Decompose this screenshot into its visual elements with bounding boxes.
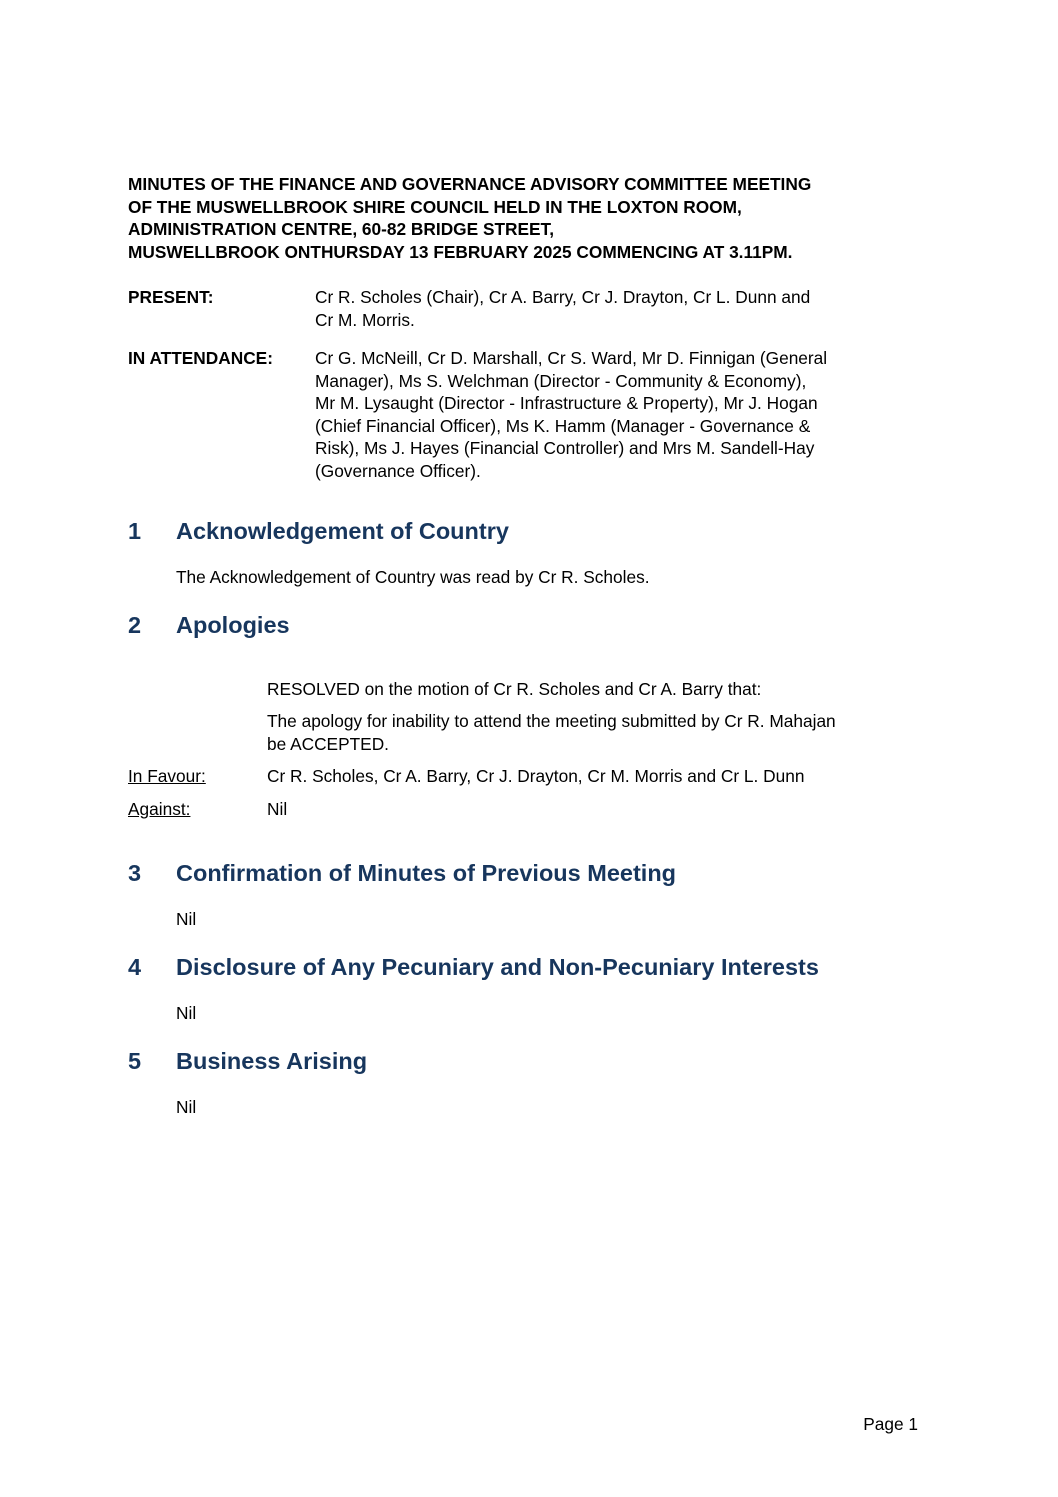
title-line: MUSWELLBROOK ONTHURSDAY 13 FEBRUARY 2025 COMMENCING AT 3.11PM. xyxy=(128,241,793,262)
section-heading xyxy=(128,952,819,982)
page-title xyxy=(128,173,928,263)
motion-line: The apology for inability to attend the meeting submitted by Cr R. Mahajan xyxy=(267,711,836,731)
section-number: 1 xyxy=(128,518,142,544)
section-title: Business Arising xyxy=(176,1048,368,1074)
title-line: ADMINISTRATION CENTRE, 60-82 BRIDGE STREET, xyxy=(128,219,554,239)
present-line: Cr R. Scholes (Chair), Cr A. Barry, Cr J. Drayton, Cr L. Dunn and xyxy=(315,287,811,307)
section-title: Acknowledgement of Country xyxy=(176,518,509,544)
section-title: Apologies xyxy=(176,612,290,638)
title-line: OF THE MUSWELLBROOK SHIRE COUNCIL HELD IN THE LOXTON ROOM, xyxy=(128,196,742,217)
title-line: MINUTES OF THE FINANCE AND GOVERNANCE ADVISORY COMMITTEE MEETING xyxy=(128,174,812,194)
page-number: Page 1 xyxy=(863,1414,918,1434)
section-title: Disclosure of Any Pecuniary and Non-Pecuniary Interests xyxy=(176,954,819,980)
section-body: Nil xyxy=(176,1097,197,1117)
section-body: The Acknowledgement of Country was read by Cr R. Scholes. xyxy=(176,567,650,587)
in-favour-value: Cr R. Scholes, Cr A. Barry, Cr J. Drayton, Cr M. Morris and Cr L. Dunn xyxy=(267,766,805,786)
attendance-line: Cr G. McNeill, Cr D. Marshall, Cr S. Ward, Mr D. Finnigan (General xyxy=(315,348,828,368)
motion-line: be ACCEPTED. xyxy=(267,733,389,754)
attendance-line: (Chief Financial Officer), Ms K. Hamm (Manager - Governance & xyxy=(315,415,811,436)
section-number: 4 xyxy=(128,954,142,980)
section-heading xyxy=(128,1046,367,1076)
attendance-label: IN ATTENDANCE: xyxy=(128,348,273,368)
section-body: Nil xyxy=(176,909,197,929)
section-title: Confirmation of Minutes of Previous Meeting xyxy=(176,860,677,886)
attendance-line: Mr M. Lysaught (Director - Infrastructure & Property), Mr J. Hogan xyxy=(315,393,818,413)
section-number: 2 xyxy=(128,612,142,638)
section-body: Nil xyxy=(176,1003,197,1023)
present-list xyxy=(315,286,915,331)
motion-text xyxy=(267,710,927,755)
present-line: Cr M. Morris. xyxy=(315,309,415,330)
section-heading xyxy=(128,858,676,888)
attendance-line: Manager), Ms S. Welchman (Director - Community & Economy), xyxy=(315,370,807,391)
present-label: PRESENT: xyxy=(128,287,214,307)
section-number: 3 xyxy=(128,860,142,886)
section-heading xyxy=(128,516,509,546)
against-label: Against: xyxy=(128,799,191,819)
section-number: 5 xyxy=(128,1048,142,1074)
against-value: Nil xyxy=(267,799,288,819)
attendance-list xyxy=(315,347,915,482)
resolution-text: RESOLVED on the motion of Cr R. Scholes and Cr A. Barry that: xyxy=(267,679,762,699)
attendance-line: (Governance Officer). xyxy=(315,460,481,481)
in-favour-label: In Favour: xyxy=(128,766,206,786)
section-heading xyxy=(128,610,290,640)
attendance-line: Risk), Ms J. Hayes (Financial Controller) and Mrs M. Sandell-Hay xyxy=(315,438,815,458)
